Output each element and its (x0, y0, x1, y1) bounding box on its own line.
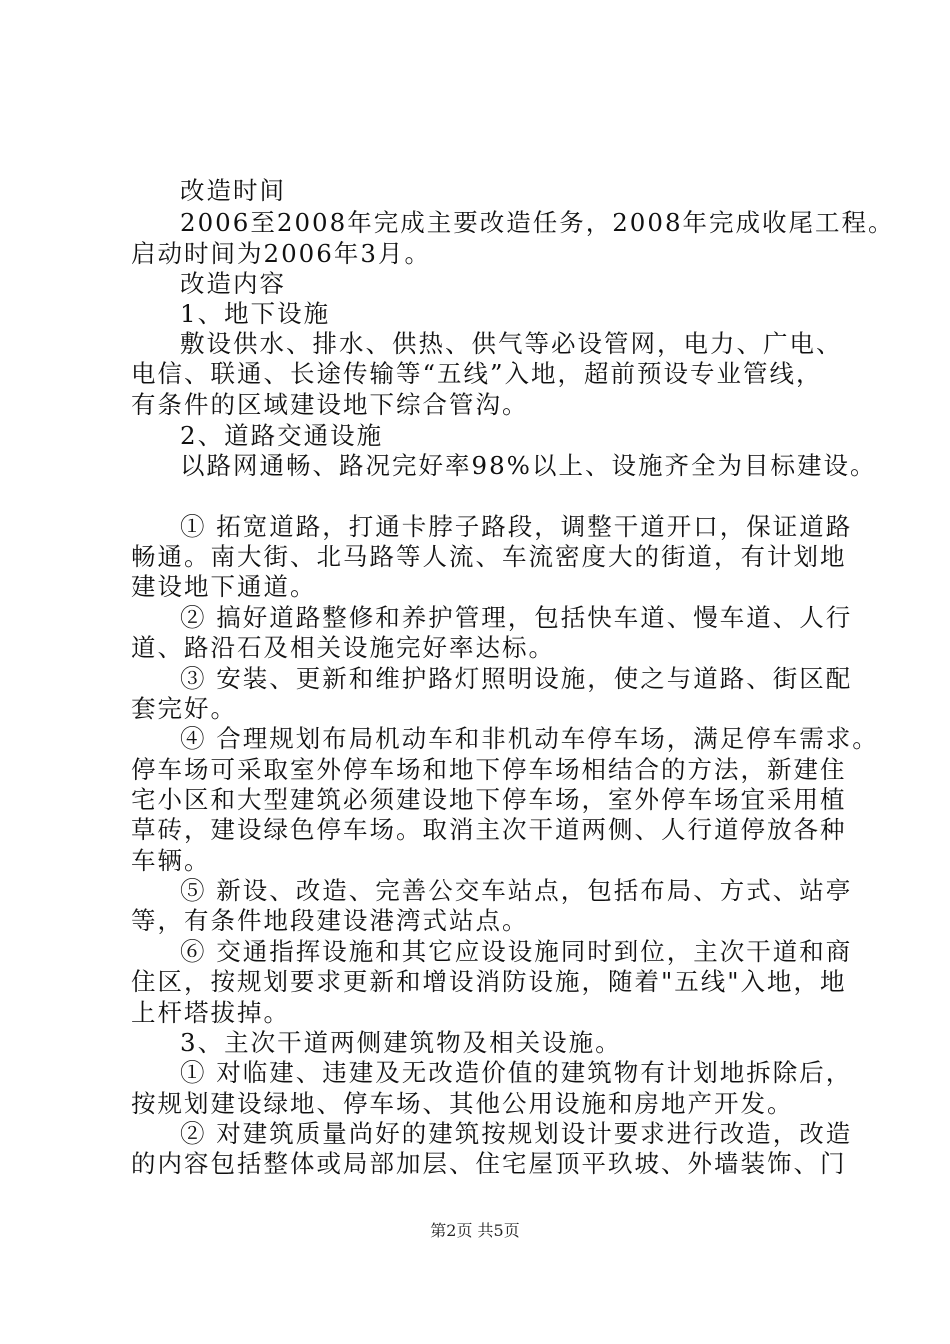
text-line: 按规划建设绿地、停车场、其他公用设施和房地产开发。 (131, 1089, 794, 1118)
text-line: 停车场可采取室外停车场和地下停车场相结合的方法，新建住 (131, 755, 847, 784)
text-line: 3、主次干道两侧建筑物及相关设施。 (180, 1028, 622, 1057)
text-line: 住区，按规划要求更新和增设消防设施，随着"五线"入地，地 (131, 967, 847, 996)
text-line: 的内容包括整体或局部加层、住宅屋顶平玖坡、外墙装饰、门 (131, 1149, 847, 1178)
text-line: ③ 安装、更新和维护路灯照明设施，使之与道路、街区配 (180, 664, 853, 693)
text-line: 草砖，建设绿色停车场。取消主次干道两侧、人行道停放各种 (131, 815, 847, 844)
text-line: ② 搞好道路整修和养护管理，包括快车道、慢车道、人行 (180, 603, 853, 632)
text-line: ⑥ 交通指挥设施和其它应设设施同时到位，主次干道和商 (180, 937, 853, 966)
text-line: ② 对建筑质量尚好的建筑按规划设计要求进行改造，改造 (180, 1119, 853, 1148)
text-line: 敷设供水、排水、供热、供气等必设管网，电力、广电、 (180, 329, 843, 358)
text-line: 上杆塔拔掉。 (131, 998, 290, 1027)
text-line: 道、路沿石及相关设施完好率达标。 (131, 633, 555, 662)
text-line: 启动时间为2006年3月。 (131, 239, 431, 268)
text-line: 以路网通畅、路况完好率98%以上、设施齐全为目标建设。 (180, 451, 877, 480)
text-line: 车辆。 (131, 846, 211, 875)
text-line: 改造内容 (180, 269, 286, 298)
text-line: ⑤ 新设、改造、完善公交车站点，包括布局、方式、站亭 (180, 876, 853, 905)
text-line: 套完好。 (131, 694, 237, 723)
text-line: 宅小区和大型建筑必须建设地下停车场，室外停车场宜采用植 (131, 785, 847, 814)
text-line: ④ 合理规划布局机动车和非机动车停车场，满足停车需求。 (180, 724, 879, 753)
text-line: 改造时间 (180, 176, 286, 205)
text-line: 建设地下通道。 (131, 572, 317, 601)
text-line: 有条件的区域建设地下综合管沟。 (131, 390, 529, 419)
text-line: 2、道路交通设施 (180, 421, 384, 450)
text-line: 电信、联通、长途传输等“五线”入地，超前预设专业管线， (131, 359, 823, 388)
text-line: 等，有条件地段建设港湾式站点。 (131, 906, 529, 935)
text-line: ① 对临建、违建及无改造价值的建筑物有计划地拆除后， (180, 1058, 853, 1087)
page-number-footer: 第2页 共5页 (430, 1221, 520, 1240)
text-line: 1、地下设施 (180, 299, 331, 328)
text-line: 2006至2008年完成主要改造任务，2008年完成收尾工程。 (180, 208, 895, 237)
text-line: ① 拓宽道路，打通卡脖子路段，调整干道开口，保证道路 (180, 512, 853, 541)
text-line: 畅通。南大街、北马路等人流、车流密度大的街道，有计划地 (131, 542, 847, 571)
